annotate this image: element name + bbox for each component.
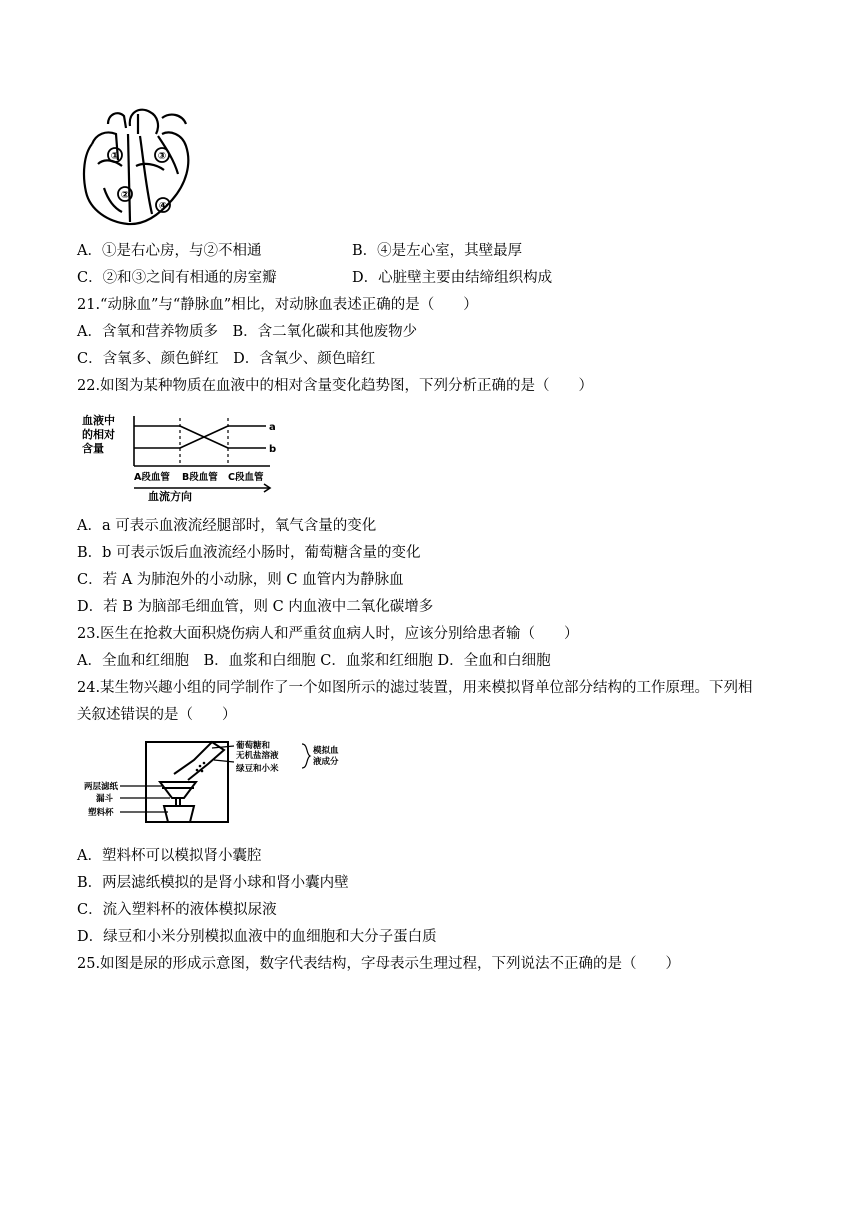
q22-segment-a: A段血管: [134, 472, 170, 483]
q20-option-c: C．②和③之间有相通的房室瓣: [77, 270, 277, 286]
q24-label-model2: 液成分: [313, 757, 339, 767]
q24-label-model: 模拟血: [313, 746, 339, 756]
q20-option-b: B．④是左心室，其壁最厚: [352, 243, 523, 259]
heart-label-2: ②: [120, 190, 130, 201]
q24-filter-figure: [84, 736, 364, 828]
q22-ylabel-3: 含量: [82, 442, 104, 455]
q24-label-salt: 无机盐溶液: [236, 751, 279, 761]
q20-option-a: A．①是右心房，与②不相通: [77, 243, 262, 259]
q22-segment-b: B段血管: [182, 472, 218, 483]
q24-label-beans: 绿豆和小米: [236, 764, 279, 774]
q22-line-a-label: a: [269, 422, 276, 433]
heart-figure: [78, 104, 198, 230]
q24-stem-line2: 关叙述错误的是（ ）: [77, 707, 237, 723]
q24-label-glucose: 葡萄糖和: [236, 741, 271, 751]
q22-trend-figure: [78, 408, 278, 504]
q24-label-filter: 两层滤纸: [84, 782, 119, 792]
q24-option-d: D．绿豆和小米分别模拟血液中的血细胞和大分子蛋白质: [77, 929, 437, 945]
q21-stem: 21.“动脉血”与“静脉血”相比，对动脉血表述正确的是（ ）: [77, 297, 478, 313]
q22-option-b: B．b 可表示饭后血液流经小肠时，葡萄糖含量的变化: [77, 545, 421, 561]
q24-option-b: B．两层滤纸模拟的是肾小球和肾小囊内壁: [77, 875, 349, 891]
heart-label-1: ①: [110, 151, 120, 162]
q22-segment-c: C段血管: [228, 472, 264, 483]
q23-stem: 23.医生在抢救大面积烧伤病人和严重贫血病人时，应该分别给患者输（ ）: [77, 626, 579, 642]
q22-option-d: D．若 B 为脑部毛细血管，则 C 内血液中二氧化碳增多: [77, 599, 434, 615]
heart-label-4: ④: [158, 201, 168, 212]
q24-option-c: C．流入塑料杯的液体模拟尿液: [77, 902, 277, 918]
q24-stem-line1: 24.某生物兴趣小组的同学制作了一个如图所示的滤过装置，用来模拟肾单位部分结构的工作原理。下列相: [77, 680, 753, 696]
q22-ylabel-1: 血液中: [82, 414, 115, 427]
q25-stem: 25.如图是尿的形成示意图，数字代表结构，字母表示生理过程，下列说法不正确的是（ ）: [77, 956, 681, 972]
q22-line-b-label: b: [269, 444, 277, 455]
q22-stem: 22.如图为某种物质在血液中的相对含量变化趋势图，下列分析正确的是（ ）: [77, 378, 594, 394]
q23-options: A．全血和红细胞 B．血浆和白细胞 C．血浆和红细胞 D．全血和白细胞: [77, 653, 551, 669]
q24-label-cup: 塑料杯: [88, 808, 114, 818]
q22-ylabel-2: 的相对: [82, 428, 115, 441]
q20-option-d: D．心脏壁主要由结缔组织构成: [352, 270, 553, 286]
q24-label-funnel: 漏斗: [96, 794, 114, 804]
q21-options-ab: A．含氧和营养物质多 B．含二氧化碳和其他废物少: [77, 324, 418, 340]
q22-option-c: C．若 A 为肺泡外的小动脉，则 C 血管内为静脉血: [77, 572, 404, 588]
heart-label-3: ③: [157, 151, 167, 162]
q22-option-a: A．a 可表示血液流经腿部时，氧气含量的变化: [77, 518, 377, 534]
q24-option-a: A．塑料杯可以模拟肾小囊腔: [77, 848, 262, 864]
q21-options-cd: C．含氧多、颜色鲜红 D．含氧少、颜色暗红: [77, 351, 376, 367]
q22-xlabel: 血流方向: [148, 490, 192, 503]
